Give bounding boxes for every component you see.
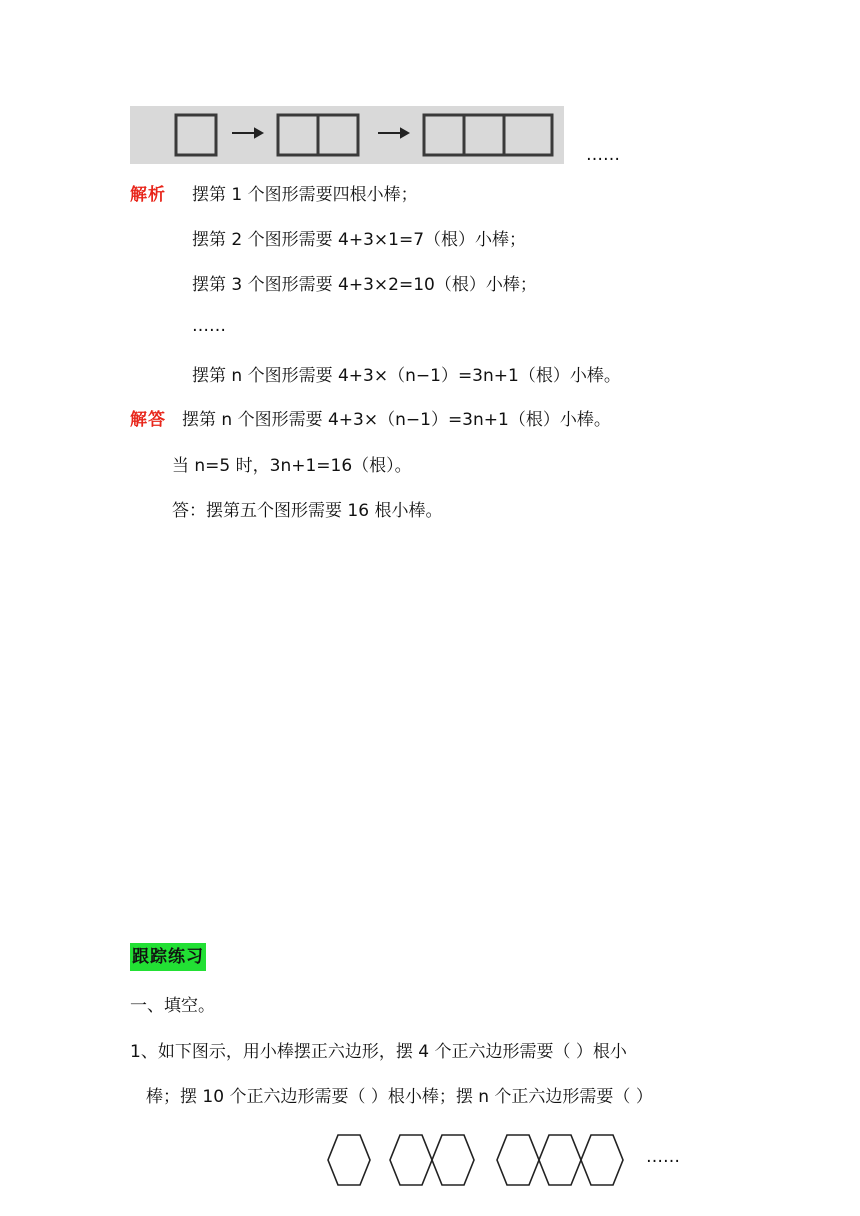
answer-line-2: 当 n=5 时，3n+1=16（根）。 (172, 456, 412, 476)
hexagon-figure (320, 1130, 630, 1190)
analysis-line-n: 摆第 n 个图形需要 4+3×（n−1）=3n+1（根）小棒。 (192, 366, 621, 386)
square-2b (318, 115, 358, 155)
hexagon-1 (328, 1135, 370, 1185)
hexagon-3b (539, 1135, 581, 1185)
arrow-1-head (255, 129, 262, 137)
hexagon-continuation: …… (646, 1147, 680, 1167)
square-3c (504, 115, 552, 155)
section-title: 一、填空。 (130, 996, 215, 1016)
hexagon-2a (390, 1135, 432, 1185)
answer-line-3: 答：摆第五个图形需要 16 根小棒。 (172, 501, 443, 521)
square-2a (278, 115, 318, 155)
analysis-line-2: 摆第 2 个图形需要 4+3×1=7（根）小棒； (192, 230, 527, 250)
question-1-line-2: 棒；摆 10 个正六边形需要（ ）根小棒；摆 n 个正六边形需要（ ） (146, 1087, 653, 1107)
square-3b (464, 115, 504, 155)
analysis-line-3: 摆第 3 个图形需要 4+3×2=10（根）小棒； (192, 275, 537, 295)
analysis-label: 解析 (130, 185, 166, 205)
arrow-2-head (401, 129, 408, 137)
matchstick-squares-drawing (130, 106, 564, 164)
hexagon-2b (432, 1135, 474, 1185)
answer-line-1: 摆第 n 个图形需要 4+3×（n−1）=3n+1（根）小棒。 (182, 410, 611, 430)
practice-heading (130, 946, 206, 968)
matchstick-squares-figure (130, 106, 564, 164)
figure1-continuation: …… (586, 145, 620, 165)
analysis-ellipsis: …… (192, 316, 226, 336)
square-1 (176, 115, 216, 155)
answer-label: 解答 (130, 410, 166, 430)
analysis-line-1: 摆第 1 个图形需要四根小棒； (192, 185, 418, 205)
question-1-line-1: 1、如下图示，用小棒摆正六边形，摆 4 个正六边形需要（ ）根小 (130, 1042, 627, 1062)
square-3a (424, 115, 464, 155)
hexagon-3c (581, 1135, 623, 1185)
hexagon-3a (497, 1135, 539, 1185)
practice-heading-text: 跟踪练习 (130, 943, 206, 971)
